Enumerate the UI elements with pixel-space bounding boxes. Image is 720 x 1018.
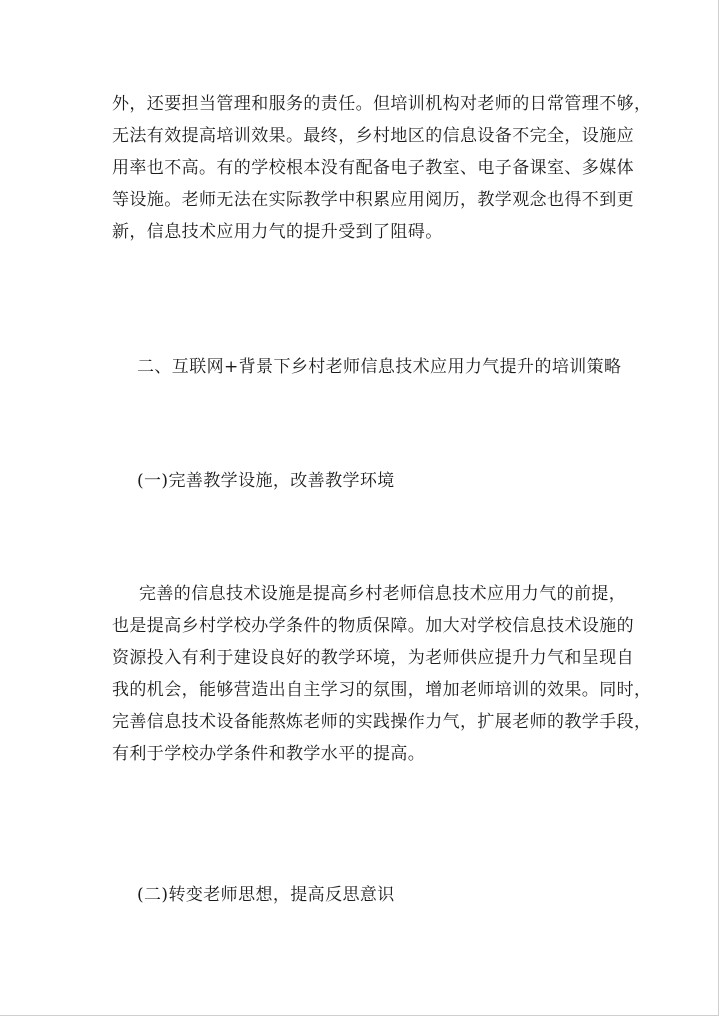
- subsection-heading-improve-facilities: (一)完善教学设施，改善教学环境: [137, 471, 395, 491]
- paragraph-facilities: [112, 578, 652, 770]
- subsection-heading-change-thinking: (二)转变老师思想，提高反思意识: [137, 885, 395, 905]
- text-line: 无法有效提高培训效果。最终，乡村地区的信息设备不完全，设施应: [112, 126, 634, 146]
- text-line: 等设施。老师无法在实际教学中积累应用阅历，教学观念也得不到更: [112, 190, 634, 210]
- section-heading-training-strategy: 二、互联网+背景下乡村老师信息技术应用力气提升的培训策略: [137, 357, 622, 377]
- text-line: 有利于学校办学条件和教学水平的提高。: [112, 744, 426, 764]
- text-line: 资源投入有利于建设良好的教学环境，为老师供应提升力气和呈现自: [112, 648, 634, 668]
- text-line: 用率也不高。有的学校根本没有配备电子教室、电子备课室、多媒体: [112, 158, 634, 178]
- text-line: 也是提高乡村学校办学条件的物质保障。加大对学校信息技术设施的: [112, 616, 634, 636]
- paragraph-equipment-issues: [112, 88, 652, 248]
- text-line: 完善信息技术设备能熬炼老师的实践操作力气，扩展老师的教学手段，: [112, 712, 652, 732]
- text-line: 外，还要担当管理和服务的责任。但培训机构对老师的日常管理不够，: [112, 94, 652, 114]
- text-line: 我的机会，能够营造出自主学习的氛围，增加老师培训的效果。同时，: [112, 680, 652, 700]
- text-line: 新，信息技术应用力气的提升受到了阻碍。: [112, 222, 443, 242]
- text-line: 完善的信息技术设施是提高乡村老师信息技术应用力气的前提，: [139, 584, 627, 604]
